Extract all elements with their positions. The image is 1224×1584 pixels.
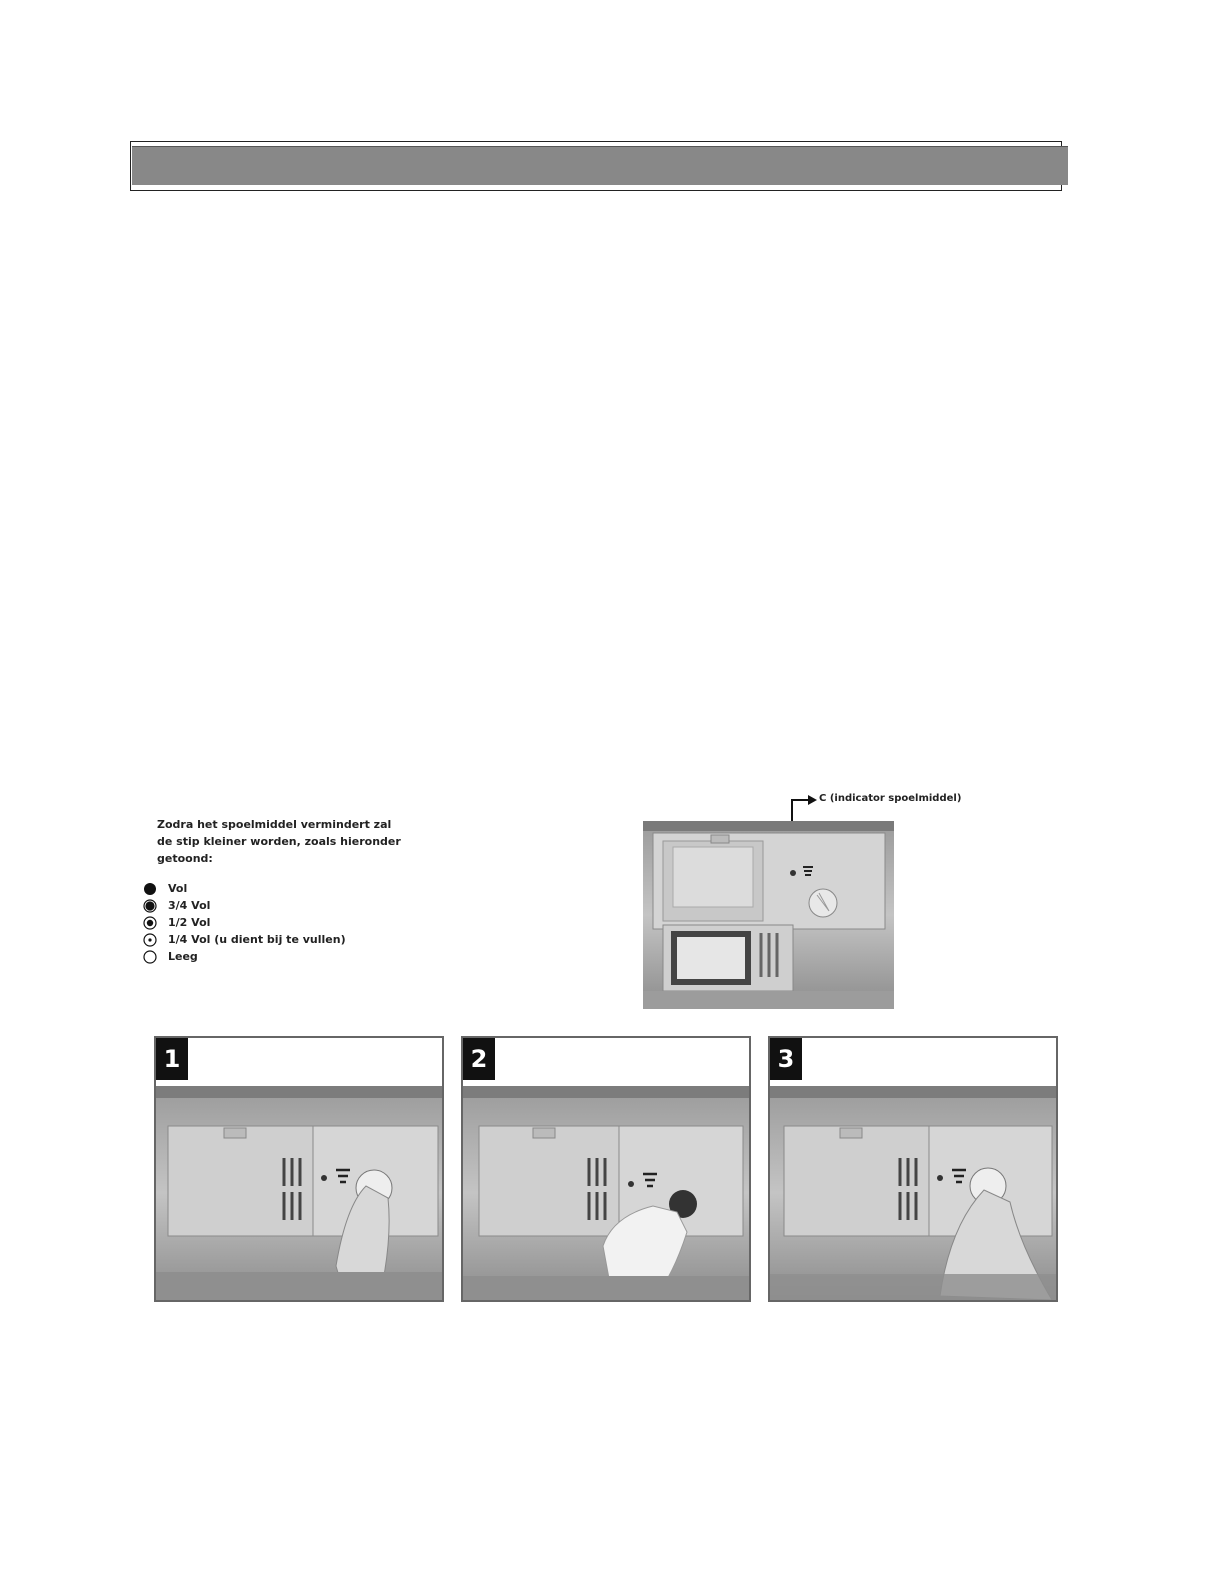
intro-line: Zodra het spoelmiddel vermindert zal bbox=[157, 818, 392, 831]
dot-empty-icon bbox=[143, 950, 157, 964]
legend-item bbox=[143, 931, 403, 948]
dot-full-icon bbox=[143, 882, 157, 896]
intro-line: de stip kleiner worden, zoals hieronder bbox=[157, 835, 401, 848]
intro-line: getoond: bbox=[157, 852, 213, 865]
step-panel bbox=[154, 1036, 444, 1302]
dot-three-quarter-icon bbox=[143, 899, 157, 913]
legend-label: 1/2 Vol bbox=[168, 916, 211, 929]
legend-item bbox=[143, 914, 403, 931]
legend-label: 3/4 Vol bbox=[168, 899, 211, 912]
dot-half-icon bbox=[143, 916, 157, 930]
dot-quarter-icon bbox=[143, 933, 157, 947]
intro-text bbox=[157, 816, 407, 867]
legend-label: Leeg bbox=[168, 950, 198, 963]
step-number: 2 bbox=[463, 1038, 495, 1080]
fill-level-legend bbox=[143, 880, 403, 965]
legend-label: 1/4 Vol (u dient bij te vullen) bbox=[168, 933, 346, 946]
legend-item bbox=[143, 880, 403, 897]
step-number: 1 bbox=[156, 1038, 188, 1080]
indicator-callout bbox=[790, 792, 990, 812]
step-3-photo bbox=[770, 1086, 1056, 1300]
step-2-photo bbox=[463, 1086, 749, 1300]
indicator-label-text: C (indicator spoelmiddel) bbox=[819, 793, 962, 804]
step-1-photo bbox=[156, 1086, 442, 1300]
legend-item bbox=[143, 897, 403, 914]
section-header-bar bbox=[132, 146, 1068, 185]
legend-item bbox=[143, 948, 403, 965]
step-number: 3 bbox=[770, 1038, 802, 1080]
step-panel bbox=[768, 1036, 1058, 1302]
dispenser-photo bbox=[643, 821, 894, 1009]
step-panel bbox=[461, 1036, 751, 1302]
legend-label: Vol bbox=[168, 882, 188, 895]
